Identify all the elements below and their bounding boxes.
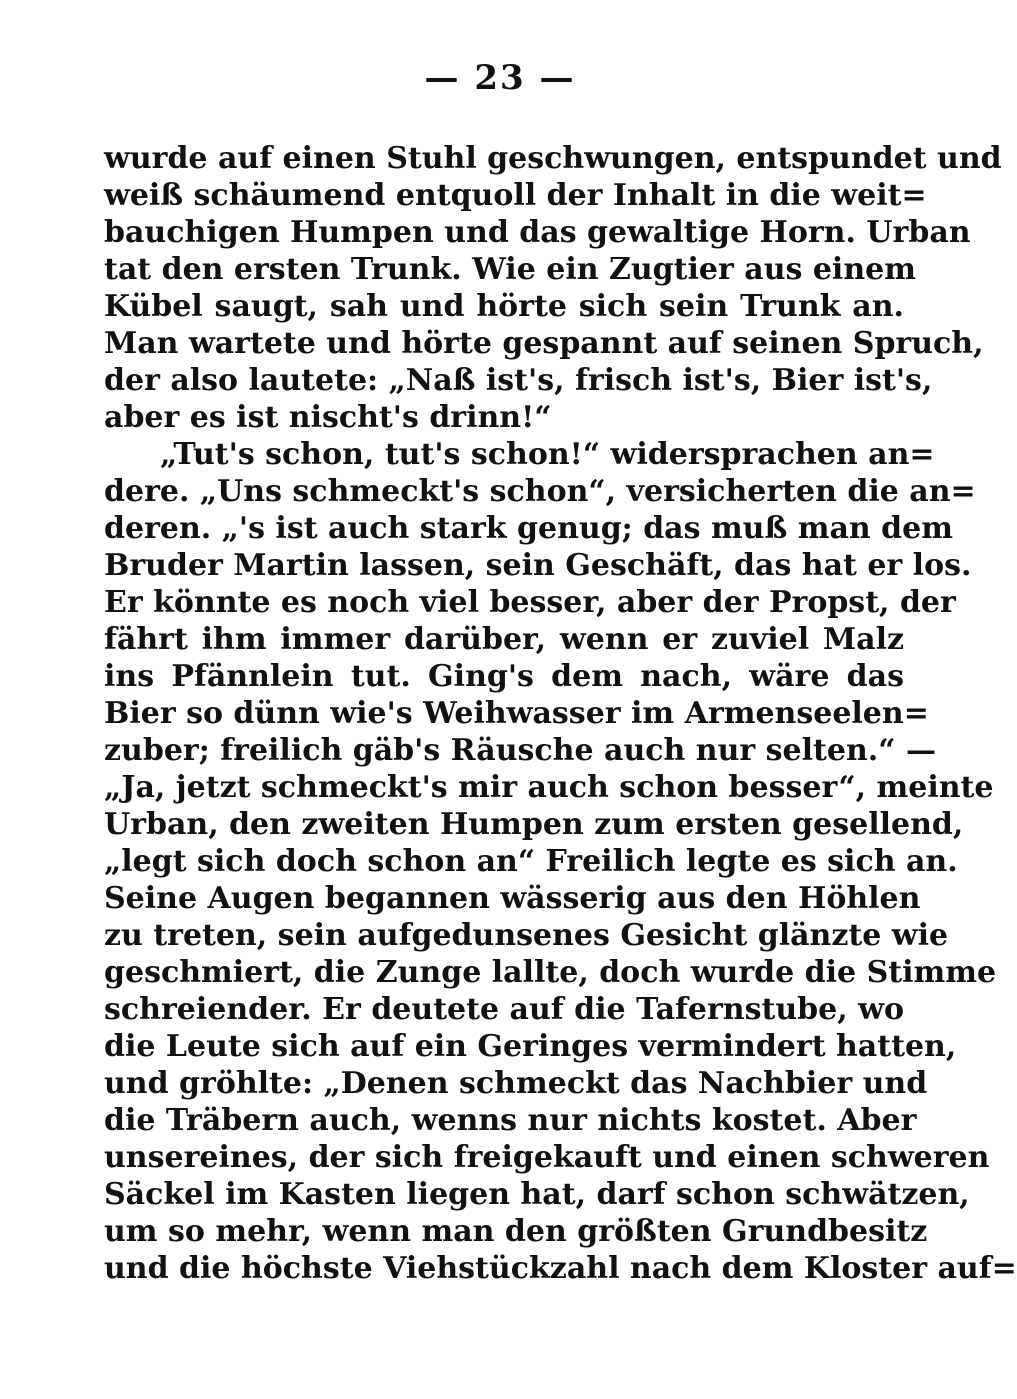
text-line: Er könnte es noch viel besser, aber der Propst, der	[104, 585, 956, 620]
text-line: geschmiert, die Zunge lallte, doch wurde die Stimme	[104, 955, 997, 990]
text-line: Säckel im Kasten liegen hat, darf schon schwätzen,	[104, 1177, 970, 1212]
text-line: der also lautete: „Naß ist's, frisch ist's, Bier ist's,	[104, 363, 933, 398]
text-line: „legt sich doch schon an“ Freilich legte es sich an.	[104, 844, 958, 879]
text-line: „Ja, jetzt schmeckt's mir auch schon besser“, meinte	[104, 770, 994, 805]
text-line: „Tut's schon, tut's schon!“ widersprachen an=	[160, 437, 935, 472]
text-line: Bier so dünn wie's Weihwasser im Armenseelen=	[104, 696, 929, 731]
body-text	[104, 140, 1017, 1287]
text-line: unsereines, der sich freigekauft und einen schweren	[104, 1140, 990, 1175]
text-line: die Leute sich auf ein Geringes vermindert hatten,	[104, 1029, 957, 1064]
page-number: — 23 —	[424, 58, 576, 98]
text-line: zuber; freilich gäb's Räusche auch nur selten.“ —	[104, 733, 936, 768]
text-line: und gröhlte: „Denen schmeckt das Nachbier und	[104, 1066, 928, 1101]
text-line: Seine Augen begannen wässerig aus den Höhlen	[104, 881, 921, 916]
text-line: die Träbern auch, wenns nur nichts kostet. Aber	[104, 1103, 917, 1138]
text-line: und die höchste Viehstückzahl nach dem Kloster auf=	[104, 1251, 1017, 1286]
text-line: fährt ihm immer darüber, wenn er zuviel Malz	[104, 622, 904, 657]
text-line: Man wartete und hörte gespannt auf seinen Spruch,	[104, 326, 984, 361]
text-line: Bruder Martin lassen, sein Geschäft, das hat er los.	[104, 548, 972, 583]
text-line: Kübel saugt, sah und hörte sich sein Trunk an.	[104, 289, 904, 324]
text-line: deren. „'s ist auch stark genug; das muß man dem	[104, 511, 953, 546]
text-line: bauchigen Humpen und das gewaltige Horn. Urban	[104, 215, 971, 250]
text-line: weiß schäumend entquoll der Inhalt in die weit=	[104, 178, 927, 213]
text-line: um so mehr, wenn man den größten Grundbesitz	[104, 1214, 928, 1249]
text-line: aber es ist nischt's drinn!“	[104, 400, 552, 435]
text-line: ins Pfännlein tut. Ging's dem nach, wäre das	[104, 659, 904, 694]
text-line: zu treten, sein aufgedunsenes Gesicht glänzte wie	[104, 918, 949, 953]
text-line: Urban, den zweiten Humpen zum ersten gesellend,	[104, 807, 964, 842]
text-line: tat den ersten Trunk. Wie ein Zugtier aus einem	[104, 252, 916, 287]
text-line: schreiender. Er deutete auf die Tafernstube, wo	[104, 992, 904, 1027]
text-line: wurde auf einen Stuhl geschwungen, entspundet und	[104, 141, 1002, 176]
text-line: dere. „Uns schmeckt's schon“, versicherten die an=	[104, 474, 976, 509]
